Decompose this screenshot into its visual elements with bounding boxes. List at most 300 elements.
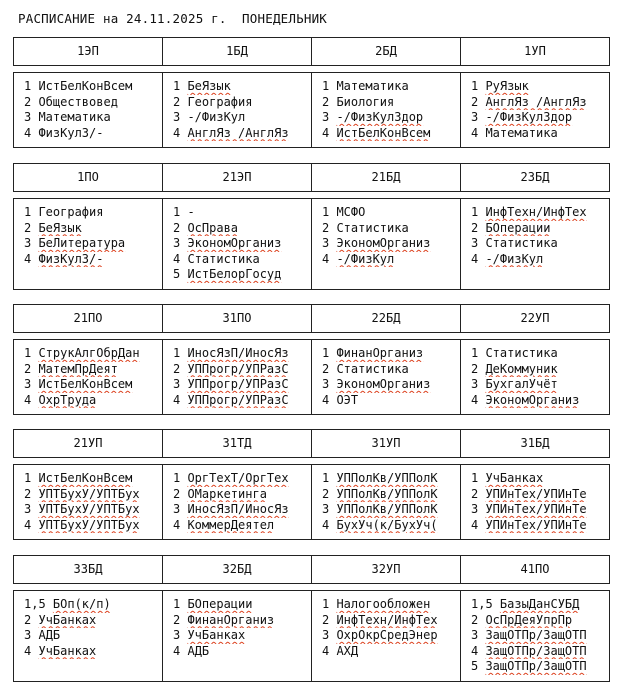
lesson-line (471, 377, 609, 393)
lesson-subject: СтрукАлгОбрДан (38, 346, 140, 360)
lesson-subject: БОперации (485, 220, 551, 235)
lesson-line (24, 205, 162, 221)
lesson-number: 3 (471, 502, 486, 516)
lesson-number: 1 (322, 79, 337, 93)
lesson-subject: ИнфТехн/ИнфТех (485, 205, 587, 219)
lesson-number: 2 (24, 361, 39, 376)
lesson-number: 3 (322, 377, 337, 391)
lesson-subject: География (38, 205, 104, 219)
lesson-subject: ЭкономОрганиз (485, 392, 580, 407)
lesson-subject: - (187, 205, 195, 219)
lesson-number: 4 (24, 251, 39, 266)
group-name: 22БД (312, 305, 461, 332)
lesson-line (24, 377, 162, 393)
group-lessons (14, 465, 163, 539)
lesson-line (471, 518, 609, 534)
lesson-subject: ОЭТ (336, 392, 359, 407)
lesson-number: 1 (173, 597, 188, 611)
lesson-line (322, 628, 460, 644)
lesson-line (173, 205, 311, 221)
lesson-number: 5 (173, 267, 188, 281)
lesson-subject: ОсПрДеяУпрПр (485, 612, 573, 627)
group-name: 31ПО (163, 305, 312, 332)
lesson-line (173, 487, 311, 503)
lesson-subject: -/ФизКулЗдор (485, 110, 573, 124)
lesson-number: 2 (471, 94, 486, 109)
lesson-number: 3 (471, 377, 486, 391)
lesson-line (471, 644, 609, 660)
group-name: 21БД (312, 164, 461, 191)
lesson-subject: ИстБелКонВсем (38, 471, 133, 485)
lesson-line (471, 628, 609, 644)
lesson-number: 2 (322, 612, 337, 627)
lesson-subject: Статистика (485, 236, 558, 250)
lesson-line (24, 393, 162, 409)
lesson-line (471, 597, 609, 613)
lesson-subject: ФинанОрганиз (336, 346, 424, 360)
lesson-subject: АДБ (187, 643, 210, 658)
lesson-number: 2 (24, 486, 39, 501)
lesson-line (173, 362, 311, 378)
lesson-number: 4 (322, 125, 337, 140)
lesson-line (322, 126, 460, 142)
group-name: 23БД (520, 170, 550, 184)
lesson-line (322, 252, 460, 268)
lesson-subject: РуЯзык (485, 79, 529, 93)
lesson-line (471, 79, 609, 95)
lesson-line (322, 471, 460, 487)
schedule-block (13, 304, 610, 415)
group-name: 1ПО (14, 164, 163, 191)
group-name: 2БД (312, 38, 461, 65)
group-name: 21ПО (14, 305, 163, 332)
lesson-subject: БеЛитература (38, 236, 126, 250)
lesson-subject: ОргТехТ/ОргТех (187, 471, 289, 485)
group-header-row (13, 429, 610, 458)
group-name: 1ЭП (14, 38, 163, 65)
lesson-number: 3 (322, 502, 337, 516)
lessons-row (13, 590, 610, 682)
lesson-line (173, 221, 311, 237)
lesson-line (322, 221, 460, 237)
lesson-number: 3 (322, 110, 337, 124)
lesson-number: 1 (322, 471, 337, 485)
lesson-number: 3 (173, 236, 188, 250)
group-header-row (13, 37, 610, 66)
lesson-line (322, 346, 460, 362)
lesson-subject: ИносЯзП/ИносЯз (187, 502, 289, 516)
lesson-line (322, 518, 460, 534)
lesson-number: 4 (173, 643, 188, 658)
lesson-subject: -/ФизКул (336, 251, 395, 266)
lesson-subject: УчБанках (485, 471, 544, 485)
lesson-line (173, 377, 311, 393)
lesson-line (173, 613, 311, 629)
lesson-number: 2 (173, 486, 188, 501)
lesson-subject: ДеКоммуник (485, 361, 558, 376)
lesson-number: 3 (24, 110, 39, 124)
group-lessons (461, 73, 609, 147)
lesson-subject: Статистика (187, 251, 260, 266)
group-name: 1БД (163, 38, 312, 65)
lesson-subject: БухУч(к/БухУч( (336, 517, 438, 532)
lesson-line (24, 644, 162, 660)
lesson-line (173, 471, 311, 487)
group-lessons (14, 73, 163, 147)
lesson-subject: БеЯзык (38, 220, 82, 235)
lesson-number: 3 (471, 236, 486, 250)
lesson-line (471, 659, 609, 675)
group-name: 1УП (524, 44, 546, 58)
lesson-subject: АХД (336, 643, 359, 658)
lesson-subject: УчБанках (187, 628, 246, 642)
lesson-number: 4 (322, 643, 337, 658)
lesson-number: 2 (322, 94, 337, 109)
lesson-subject: АДБ (38, 628, 61, 642)
lesson-line (173, 393, 311, 409)
group-lessons (461, 591, 609, 681)
group-name: 32БД (163, 556, 312, 583)
lesson-number: 4 (322, 392, 337, 407)
group-name: 41ПО (520, 562, 550, 576)
lesson-number: 4 (471, 251, 486, 266)
lesson-subject: ИстБелКонВсем (336, 125, 431, 140)
lesson-number: 1,5 (471, 597, 500, 611)
lesson-number: 3 (173, 377, 188, 391)
lesson-subject: ЗащОТПр/ЗащОТП (485, 659, 587, 673)
lesson-subject: КоммерДеятел (187, 517, 275, 532)
lesson-line (173, 346, 311, 362)
lesson-line (173, 267, 311, 283)
lesson-line (471, 95, 609, 111)
lesson-subject: УчБанках (38, 643, 97, 658)
lesson-line (24, 126, 162, 142)
lesson-subject: МСФО (336, 205, 366, 219)
lesson-line (24, 362, 162, 378)
lesson-line (24, 79, 162, 95)
lesson-line (173, 252, 311, 268)
lesson-number: 4 (24, 517, 39, 532)
lesson-number: 3 (471, 110, 486, 124)
lesson-number: 1 (24, 471, 39, 485)
lesson-line (24, 502, 162, 518)
lesson-line (322, 377, 460, 393)
lesson-line (24, 518, 162, 534)
lesson-line (173, 95, 311, 111)
lesson-subject: ОсПрава (187, 220, 239, 235)
group-lessons (461, 340, 609, 414)
lesson-subject: ОхрТруда (38, 392, 97, 407)
lesson-number: 4 (173, 392, 188, 407)
lesson-number: 1 (24, 205, 39, 219)
lesson-number: 4 (24, 125, 39, 140)
lesson-number: 3 (173, 628, 188, 642)
lesson-number: 1 (173, 346, 188, 360)
lesson-subject: ФинанОрганиз (187, 612, 275, 627)
group-name: 21ЭП (163, 164, 312, 191)
lesson-line (24, 487, 162, 503)
lesson-number: 2 (173, 612, 188, 627)
lesson-number: 2 (173, 94, 188, 109)
lesson-number: 1 (471, 79, 486, 93)
lesson-number: 1 (471, 471, 486, 485)
lesson-number: 1,5 (24, 597, 53, 611)
group-lessons (312, 465, 461, 539)
group-lessons (312, 340, 461, 414)
lesson-subject: БОп(к/п) (52, 597, 111, 611)
schedule-block (13, 37, 610, 148)
lesson-line (471, 221, 609, 237)
lesson-number: 1 (322, 346, 337, 360)
lesson-subject: УПИнТех/УПИнТе (485, 517, 587, 532)
lesson-subject: УППрогр/УПРазС (187, 392, 289, 407)
lesson-number: 3 (24, 628, 39, 642)
lesson-number: 4 (322, 251, 337, 266)
lesson-number: 1 (471, 346, 486, 360)
lesson-number: 4 (173, 517, 188, 532)
lesson-subject: БеЯзык (187, 79, 231, 93)
lesson-subject: ЭкономОрганиз (336, 236, 431, 250)
lesson-line (173, 502, 311, 518)
lesson-number: 2 (173, 220, 188, 235)
lesson-line (322, 362, 460, 378)
group-name: 33БД (14, 556, 163, 583)
lesson-number: 2 (322, 220, 337, 235)
lesson-line (173, 110, 311, 126)
lesson-subject: -/ФизКул (485, 251, 544, 266)
lesson-line (322, 79, 460, 95)
lesson-line (173, 79, 311, 95)
lesson-number: 1 (322, 205, 337, 219)
lesson-number: 4 (322, 517, 337, 532)
lesson-subject: ЭкономОрганиз (187, 236, 282, 250)
group-header-row (13, 555, 610, 584)
lesson-line (24, 110, 162, 126)
group-lessons (312, 199, 461, 289)
lesson-line (471, 393, 609, 409)
lesson-line (471, 487, 609, 503)
lesson-line (322, 597, 460, 613)
lesson-subject: Обществовед (38, 94, 118, 109)
lesson-number: 4 (471, 643, 486, 658)
lesson-line (471, 613, 609, 629)
lesson-number: 1 (322, 597, 337, 611)
lesson-subject: УППрогр/УПРазС (187, 377, 289, 391)
lesson-subject: УПИнТех/УПИнТе (485, 502, 587, 516)
lesson-subject: ИстБелКонВсем (38, 377, 133, 391)
schedule-block (13, 163, 610, 290)
lesson-subject: УППолКв/УППолК (336, 502, 438, 516)
lesson-line (24, 597, 162, 613)
lesson-subject: ОхрОкрСредЭнер (336, 628, 438, 642)
lesson-line (24, 221, 162, 237)
lesson-number: 1 (173, 205, 188, 219)
lesson-number: 1 (173, 79, 188, 93)
group-lessons (461, 465, 609, 539)
lesson-subject: АнглЯз /АнглЯз (187, 125, 289, 140)
lesson-subject: -/ФизКулЗдор (336, 110, 424, 124)
group-header-row (13, 304, 610, 333)
lesson-line (471, 362, 609, 378)
lesson-subject: УчБанках (38, 612, 97, 627)
lesson-line (322, 205, 460, 221)
group-lessons (163, 199, 312, 289)
lesson-line (471, 110, 609, 126)
group-name: 21УП (14, 430, 163, 457)
lesson-number: 4 (173, 251, 188, 266)
lesson-number: 2 (24, 612, 39, 627)
lesson-line (322, 613, 460, 629)
group-lessons (163, 73, 312, 147)
lesson-line (471, 252, 609, 268)
lesson-line (173, 236, 311, 252)
lessons-row (13, 339, 610, 415)
lesson-number: 3 (173, 110, 188, 124)
lesson-number: 3 (322, 236, 337, 250)
lesson-subject: УПТБухУ/УПТБух (38, 486, 140, 501)
lesson-subject: ЗащОТПр/ЗащОТП (485, 643, 587, 658)
lesson-line (173, 644, 311, 660)
group-name: 31БД (520, 436, 550, 450)
lesson-subject: МатемПрДеят (38, 361, 118, 376)
lesson-subject: БухгалУчёт (485, 377, 558, 391)
group-lessons (163, 340, 312, 414)
lesson-subject: УППолКв/УППолК (336, 471, 438, 485)
group-lessons (312, 591, 461, 681)
lesson-line (322, 110, 460, 126)
lesson-line (471, 502, 609, 518)
group-name: 31ТД (163, 430, 312, 457)
lesson-number: 3 (24, 377, 39, 391)
lesson-number: 3 (24, 236, 39, 250)
lesson-line (322, 487, 460, 503)
group-name: 31УП (312, 430, 461, 457)
lesson-line (24, 613, 162, 629)
lesson-number: 2 (471, 612, 486, 627)
lesson-number: 4 (471, 392, 486, 407)
group-lessons (14, 199, 163, 289)
lesson-subject: ЗащОТПр/ЗащОТП (485, 628, 587, 642)
lesson-number: 2 (322, 486, 337, 501)
group-name: 22УП (520, 311, 550, 325)
group-lessons (461, 199, 609, 289)
lesson-line (173, 126, 311, 142)
lesson-subject: ИнфТехн/ИнфТех (336, 612, 438, 627)
lesson-subject: Статистика (485, 346, 558, 360)
lesson-number: 3 (322, 628, 337, 642)
lesson-number: 2 (173, 361, 188, 376)
page-title: РАСПИСАНИЕ на 24.11.2025 г. ПОНЕДЕЛЬНИК (18, 11, 328, 26)
lesson-line (471, 205, 609, 221)
lesson-line (24, 628, 162, 644)
lesson-number: 2 (471, 361, 486, 376)
lesson-line (322, 393, 460, 409)
lesson-line (24, 346, 162, 362)
lesson-number: 5 (471, 659, 486, 673)
lesson-subject: БОперации (187, 597, 253, 611)
lesson-number: 2 (24, 220, 39, 235)
lesson-line (24, 252, 162, 268)
lesson-number: 4 (471, 517, 486, 532)
group-lessons (163, 465, 312, 539)
lessons-row (13, 72, 610, 148)
group-name: 32УП (312, 556, 461, 583)
lesson-number: 4 (173, 125, 188, 140)
lesson-subject: УПТБухУ/УПТБух (38, 517, 140, 532)
lesson-number: 4 (24, 643, 39, 658)
lesson-line (24, 236, 162, 252)
lesson-subject: УПИнТех/УПИнТе (485, 486, 587, 501)
lesson-subject: Биология (336, 94, 395, 109)
lesson-line (322, 502, 460, 518)
lesson-number: 2 (471, 220, 486, 235)
lesson-line (24, 95, 162, 111)
lesson-subject: АнглЯз /АнглЯз (485, 94, 587, 109)
lesson-number: 3 (471, 628, 486, 642)
lesson-number: 4 (471, 125, 486, 140)
lesson-line (322, 236, 460, 252)
schedule-block (13, 555, 610, 682)
lesson-line (471, 236, 609, 252)
lesson-number: 1 (24, 79, 39, 93)
lesson-line (322, 95, 460, 111)
lesson-number: 1 (24, 346, 39, 360)
lesson-subject: ЭкономОрганиз (336, 377, 431, 391)
lesson-line (322, 644, 460, 660)
group-lessons (14, 591, 163, 681)
lesson-subject: ИносЯзП/ИносЯз (187, 346, 289, 360)
lesson-number: 1 (173, 471, 188, 485)
lessons-row (13, 464, 610, 540)
lesson-subject: Налогообложен (336, 597, 431, 611)
lesson-number: 3 (173, 502, 188, 516)
lesson-subject: ФизКулЗ/- (38, 251, 104, 266)
lesson-subject: ИстБелорГосуд (187, 267, 282, 281)
lesson-subject: Математика (38, 110, 111, 124)
lesson-line (173, 628, 311, 644)
lesson-number: 2 (471, 486, 486, 501)
lesson-number: 4 (24, 392, 39, 407)
lesson-number: 2 (322, 361, 337, 376)
lesson-subject: Статистика (336, 361, 409, 376)
lesson-line (471, 346, 609, 362)
lesson-line (471, 126, 609, 142)
lesson-subject: Математика (485, 125, 558, 140)
schedule-block (13, 429, 610, 540)
lesson-number: 2 (24, 94, 39, 109)
lesson-line (173, 518, 311, 534)
group-header-row (13, 163, 610, 192)
lesson-subject: Статистика (336, 220, 409, 235)
lesson-line (173, 597, 311, 613)
group-lessons (14, 340, 163, 414)
group-lessons (312, 73, 461, 147)
lesson-subject: ФизКулЗ/- (38, 125, 104, 140)
lesson-subject: УППрогр/УПРазС (187, 361, 289, 376)
lesson-number: 1 (471, 205, 486, 219)
lesson-line (24, 471, 162, 487)
lesson-subject: География (187, 94, 253, 109)
lesson-subject: УППолКв/УППолК (336, 486, 438, 501)
group-lessons (163, 591, 312, 681)
lesson-subject: ОМаркетинга (187, 486, 267, 501)
lesson-number: 3 (24, 502, 39, 516)
lesson-subject: ИстБелКонВсем (38, 79, 133, 93)
lesson-subject: БазыДанСУБД (499, 597, 580, 611)
lesson-subject: Математика (336, 79, 409, 93)
lessons-row (13, 198, 610, 290)
lesson-line (471, 471, 609, 487)
